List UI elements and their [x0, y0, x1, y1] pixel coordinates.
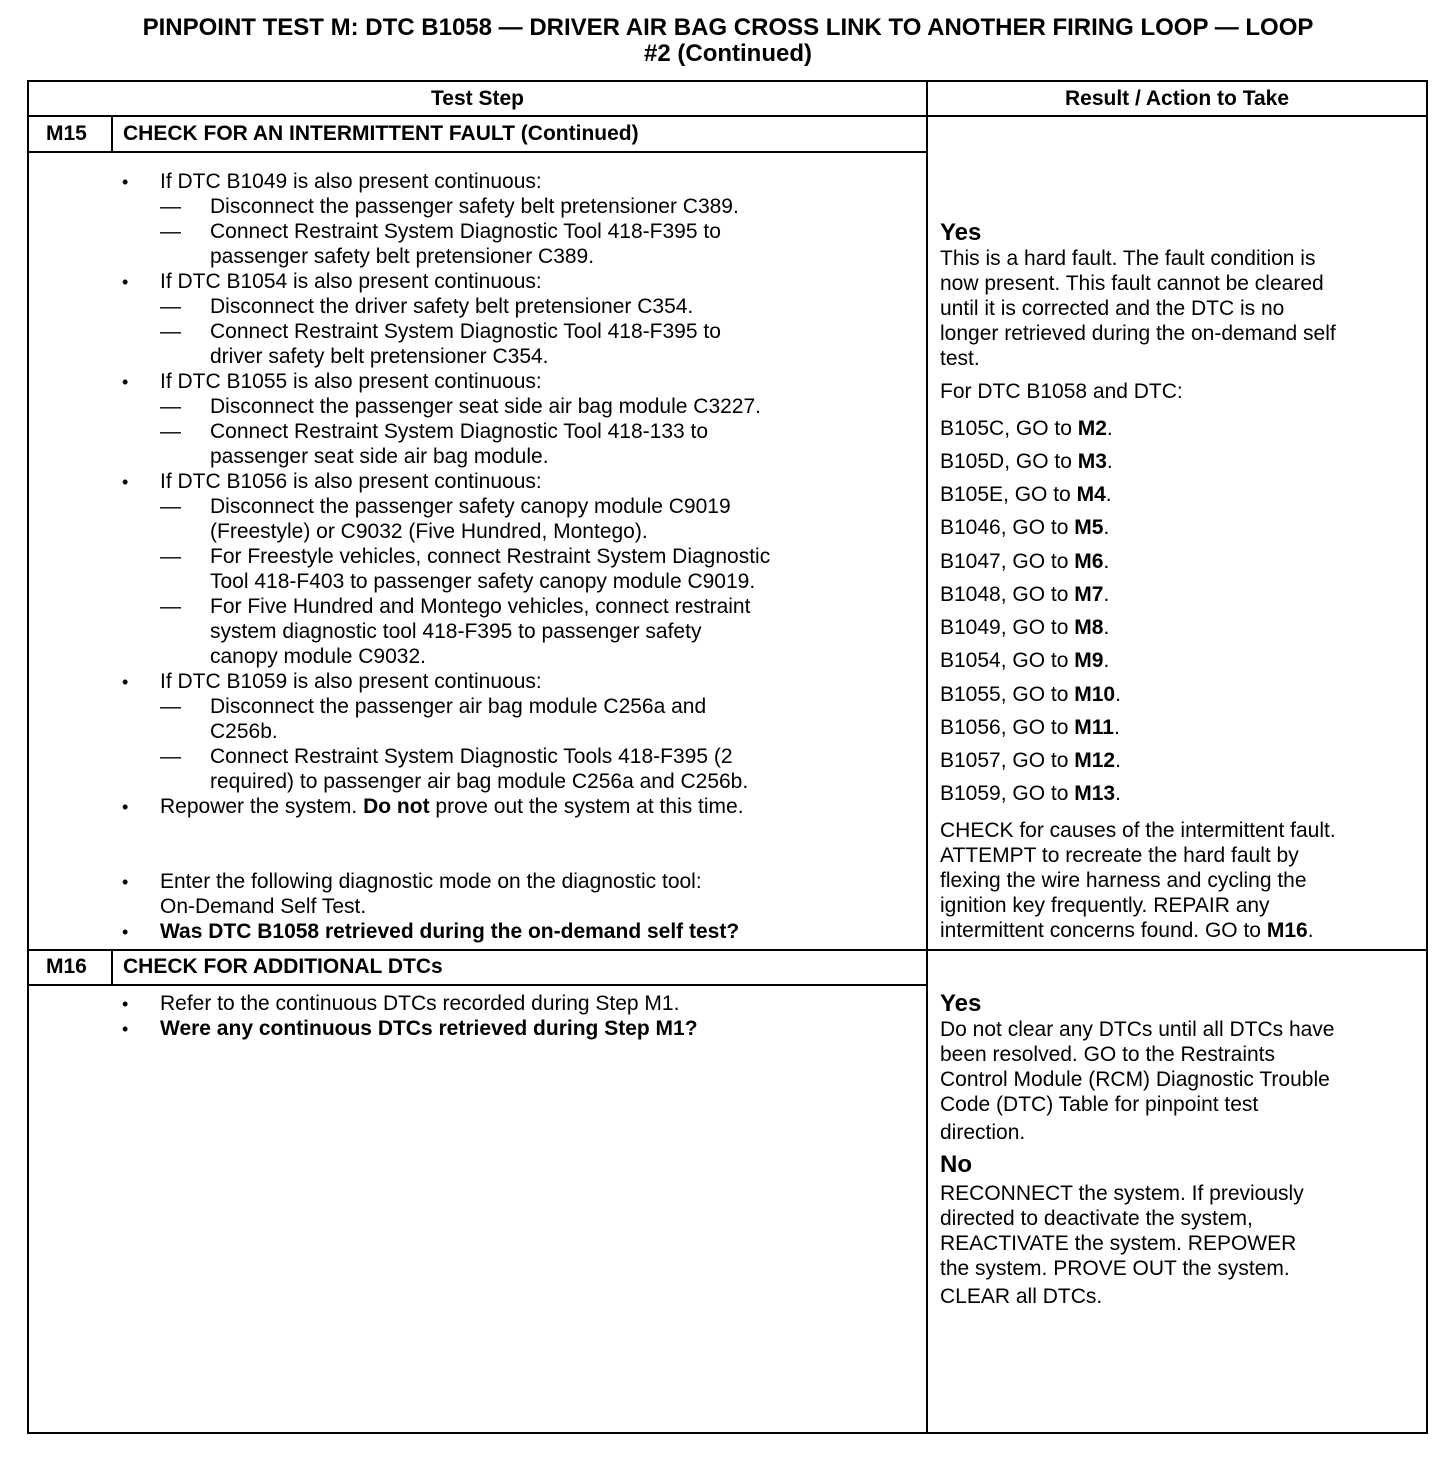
- dtc-code: B105E, GO to: [940, 483, 1077, 506]
- period: .: [1106, 417, 1113, 440]
- question-line: Was DTC B1058 retrieved during the on-demand self test?: [160, 920, 740, 943]
- dash: —: [160, 695, 181, 718]
- bullet: •: [122, 994, 129, 1014]
- bullet: •: [122, 797, 129, 817]
- dtc-goto-step: M6: [1074, 550, 1104, 573]
- m15-step-title: CHECK FOR AN INTERMITTENT FAULT (Continued): [123, 122, 639, 145]
- prove-out-text: prove out the system at this time.: [435, 795, 744, 818]
- dtc-goto-step: M10: [1074, 683, 1116, 706]
- header-test-step: Test Step: [431, 87, 524, 110]
- instruction-line: If DTC B1049 is also present continuous:: [160, 170, 542, 193]
- result-line: RECONNECT the system. If previously: [940, 1182, 1304, 1205]
- instruction-line-repower: [160, 794, 744, 819]
- result-line: been resolved. GO to the Restraints: [940, 1043, 1276, 1066]
- dtc-row: [940, 582, 1109, 607]
- border-bottom: [27, 1432, 1428, 1434]
- result-line: the system. PROVE OUT the system.: [940, 1257, 1290, 1280]
- bullet: •: [122, 272, 129, 292]
- dtc-code: B1047, GO to: [940, 550, 1075, 573]
- title-line-1: PINPOINT TEST M: DTC B1058 — DRIVER AIR BAG CROSS LINK TO ANOTHER FIRING LOOP — LOOP: [142, 14, 1314, 41]
- m16-step-title: CHECK FOR ADDITIONAL DTCs: [123, 955, 443, 978]
- result-line: longer retrieved during the on-demand self: [940, 322, 1336, 345]
- result-line: until it is corrected and the DTC is no: [940, 297, 1285, 320]
- instruction-line: C256b.: [210, 720, 278, 743]
- bullet: •: [122, 672, 129, 692]
- instruction-line: passenger safety belt pretensioner C389.: [210, 245, 595, 268]
- dtc-intro: For DTC B1058 and DTC:: [940, 380, 1183, 403]
- border-left: [27, 80, 29, 1434]
- instruction-line: Enter the following diagnostic mode on the diagnostic tool:: [160, 870, 702, 893]
- result-line: CLEAR all DTCs.: [940, 1285, 1103, 1308]
- dash: —: [160, 320, 181, 343]
- dash: —: [160, 195, 181, 218]
- dtc-goto-step: M9: [1074, 649, 1104, 672]
- period: .: [1103, 550, 1110, 573]
- instruction-line: (Freestyle) or C9032 (Five Hundred, Montego).: [210, 520, 648, 543]
- bullet: •: [122, 172, 129, 192]
- instruction-line: For Freestyle vehicles, connect Restraint System Diagnostic: [210, 545, 771, 568]
- goto-step: M16: [1266, 919, 1308, 942]
- dtc-goto-step: M3: [1077, 450, 1107, 473]
- instruction-line: system diagnostic tool 418-F395 to passenger safety: [210, 620, 702, 643]
- result-line: flexing the wire harness and cycling the: [940, 869, 1307, 892]
- dtc-goto-step: M7: [1074, 583, 1104, 606]
- m16-no-label: No: [940, 1151, 972, 1178]
- dtc-row: [940, 515, 1109, 540]
- dtc-code: B1054, GO to: [940, 649, 1075, 672]
- dtc-row: [940, 648, 1109, 673]
- border-top: [27, 80, 1428, 82]
- bullet: •: [122, 372, 129, 392]
- dash: —: [160, 545, 181, 568]
- dtc-row: [940, 449, 1113, 474]
- period: .: [1115, 782, 1121, 805]
- instruction-line: Disconnect the passenger safety belt pretensioner C389.: [210, 195, 739, 218]
- header-result: Result / Action to Take: [1064, 87, 1290, 110]
- dtc-goto-step: M11: [1074, 716, 1114, 739]
- dtc-code: B1046, GO to: [940, 516, 1075, 539]
- dtc-row: [940, 748, 1121, 773]
- period: .: [1106, 450, 1113, 473]
- do-not-emphasis: Do not: [363, 795, 430, 818]
- period: .: [1105, 483, 1112, 506]
- dtc-row: [940, 615, 1109, 640]
- instruction-line: Connect Restraint System Diagnostic Tools 418-F395 (2: [210, 745, 733, 768]
- dtc-row: [940, 482, 1112, 507]
- result-line-goto: [940, 918, 1314, 943]
- dash: —: [160, 395, 181, 418]
- result-line: test.: [940, 347, 980, 370]
- dash: —: [160, 295, 181, 318]
- dtc-row: [940, 715, 1120, 740]
- dtc-code: B1056, GO to: [940, 716, 1075, 739]
- question-line: Were any continuous DTCs retrieved during Step M1?: [160, 1017, 698, 1040]
- instruction-line: Disconnect the passenger safety canopy module C9019: [210, 495, 731, 518]
- m15-number-divider: [111, 115, 113, 153]
- instruction-line: If DTC B1056 is also present continuous:: [160, 470, 542, 493]
- dtc-goto-step: M4: [1076, 483, 1106, 506]
- instruction-line: required) to passenger air bag module C256a and C256b.: [210, 770, 749, 793]
- dtc-goto-step: M13: [1074, 782, 1116, 805]
- instruction-line: Tool 418-F403 to passenger safety canopy module C9019.: [210, 570, 756, 593]
- result-line: direction.: [940, 1121, 1026, 1144]
- instruction-line: Connect Restraint System Diagnostic Tool 418-133 to: [210, 420, 709, 443]
- instruction-line: Disconnect the passenger air bag module C256a and: [210, 695, 707, 718]
- m15-step-number: M15: [46, 122, 87, 145]
- result-line: directed to deactivate the system,: [940, 1207, 1253, 1230]
- bullet: •: [122, 872, 129, 892]
- dtc-code: B105D, GO to: [940, 450, 1078, 473]
- row-rule-m16: [27, 949, 1428, 951]
- m16-number-divider: [111, 949, 113, 986]
- period: .: [1115, 749, 1121, 772]
- result-line: This is a hard fault. The fault condition is: [940, 247, 1316, 270]
- instruction-line: If DTC B1054 is also present continuous:: [160, 270, 542, 293]
- period: .: [1103, 583, 1110, 606]
- dtc-row: [940, 416, 1113, 441]
- dtc-row: [940, 682, 1121, 707]
- dash: —: [160, 495, 181, 518]
- result-line: now present. This fault cannot be cleared: [940, 272, 1324, 295]
- bullet: •: [122, 1019, 129, 1039]
- dash: —: [160, 595, 181, 618]
- instruction-line: Connect Restraint System Diagnostic Tool 418-F395 to: [210, 320, 721, 343]
- dtc-code: B1049, GO to: [940, 616, 1075, 639]
- dtc-goto-step: M5: [1074, 516, 1104, 539]
- instruction-line: For Five Hundred and Montego vehicles, connect restraint: [210, 595, 751, 618]
- m15-yes-label: Yes: [940, 219, 982, 246]
- repower-text: Repower the system.: [160, 795, 358, 818]
- instruction-line: Connect Restraint System Diagnostic Tool 418-F395 to: [210, 220, 721, 243]
- dtc-goto-step: M2: [1077, 417, 1107, 440]
- dash: —: [160, 420, 181, 443]
- instruction-line: If DTC B1055 is also present continuous:: [160, 370, 542, 393]
- instruction-line: On-Demand Self Test.: [160, 895, 367, 918]
- m16-title-rule: [27, 984, 928, 986]
- result-line: Do not clear any DTCs until all DTCs have: [940, 1018, 1335, 1041]
- bullet: •: [122, 922, 129, 942]
- dtc-code: B1055, GO to: [940, 683, 1075, 706]
- instruction-line: Refer to the continuous DTCs recorded during Step M1.: [160, 992, 680, 1015]
- result-line: REACTIVATE the system. REPOWER: [940, 1232, 1297, 1255]
- dtc-code: B1048, GO to: [940, 583, 1075, 606]
- result-line: ignition key frequently. REPAIR any: [940, 894, 1270, 917]
- goto-text: intermittent concerns found. GO to: [940, 919, 1267, 942]
- period: .: [1113, 716, 1120, 739]
- page-title: [20, 15, 1436, 67]
- period: .: [1115, 683, 1121, 706]
- result-line: Code (DTC) Table for pinpoint test: [940, 1093, 1259, 1116]
- dtc-row: [940, 781, 1121, 806]
- title-line-2: #2 (Continued): [644, 40, 812, 67]
- m15-title-rule: [27, 151, 928, 153]
- dash: —: [160, 220, 181, 243]
- period: .: [1103, 649, 1110, 672]
- instruction-line: canopy module C9032.: [210, 645, 426, 668]
- dtc-goto-step: M8: [1074, 616, 1104, 639]
- m16-step-number: M16: [46, 955, 87, 978]
- instruction-line: Disconnect the passenger seat side air bag module C3227.: [210, 395, 762, 418]
- result-line: Control Module (RCM) Diagnostic Trouble: [940, 1068, 1330, 1091]
- period: .: [1307, 919, 1314, 942]
- dash: —: [160, 745, 181, 768]
- column-divider: [926, 80, 928, 1434]
- bullet: •: [122, 472, 129, 492]
- m16-yes-label: Yes: [940, 990, 982, 1017]
- dtc-row: [940, 549, 1109, 574]
- instruction-line: passenger seat side air bag module.: [210, 445, 549, 468]
- result-line: ATTEMPT to recreate the hard fault by: [940, 844, 1299, 867]
- result-line: CHECK for causes of the intermittent fault.: [940, 819, 1336, 842]
- instruction-line: driver safety belt pretensioner C354.: [210, 345, 549, 368]
- dtc-code: B105C, GO to: [940, 417, 1078, 440]
- border-right: [1426, 80, 1428, 1434]
- period: .: [1103, 516, 1110, 539]
- period: .: [1103, 616, 1110, 639]
- instruction-line: If DTC B1059 is also present continuous:: [160, 670, 542, 693]
- instruction-line: Disconnect the driver safety belt pretensioner C354.: [210, 295, 694, 318]
- dtc-code: B1059, GO to: [940, 782, 1075, 805]
- header-rule: [27, 115, 1428, 117]
- dtc-goto-step: M12: [1074, 749, 1116, 772]
- dtc-code: B1057, GO to: [940, 749, 1075, 772]
